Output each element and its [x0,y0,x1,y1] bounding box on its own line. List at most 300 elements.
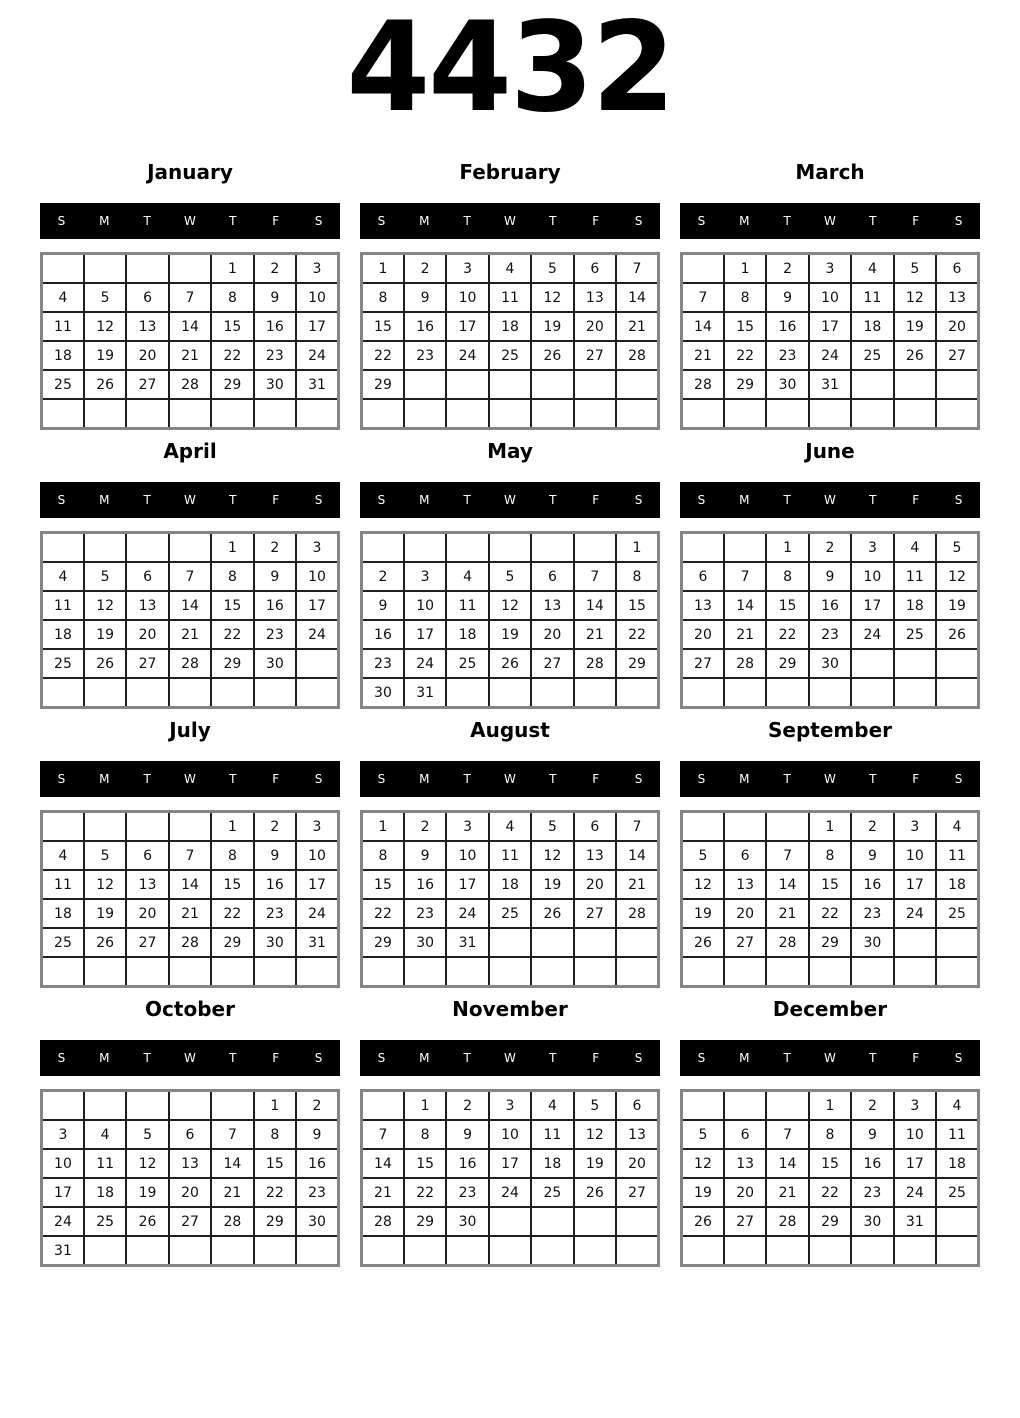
day-cell: 7 [211,1120,253,1149]
day-cell: 18 [84,1178,126,1207]
day-cell: 12 [84,312,126,341]
week-row [682,1236,979,1266]
day-cell [851,649,893,678]
day-cell: 8 [616,562,658,591]
day-cell: 16 [446,1149,488,1178]
day-cell: 12 [126,1149,168,1178]
day-cell [169,254,211,284]
day-cell [851,399,893,429]
day-cell: 2 [404,812,446,842]
week-row [42,870,339,899]
day-cell: 2 [851,812,893,842]
day-cell: 29 [404,1207,446,1236]
day-cell: 22 [809,1178,851,1207]
day-cell: 21 [169,899,211,928]
weekday-label: S [697,772,706,786]
day-cell [724,1091,766,1121]
day-cell: 3 [809,254,851,284]
day-cell: 21 [362,1178,404,1207]
day-cell: 15 [809,1149,851,1178]
day-cell: 31 [296,370,338,399]
day-cell: 18 [531,1149,573,1178]
day-cell [766,812,808,842]
weekday-label: W [504,772,516,786]
day-cell [574,957,616,987]
day-cell: 7 [169,283,211,312]
month-title: November [452,997,568,1021]
week-row [42,1120,339,1149]
day-cell: 30 [254,370,296,399]
day-cell [126,399,168,429]
day-cell [169,957,211,987]
weekday-header-bar [360,203,660,239]
week-row [362,899,659,928]
weekday-label: F [272,772,280,786]
day-cell [489,399,531,429]
day-cell: 26 [489,649,531,678]
day-cell: 27 [724,928,766,957]
day-cell: 14 [616,841,658,870]
day-cell: 8 [724,283,766,312]
day-cell [682,254,724,284]
day-cell: 20 [616,1149,658,1178]
week-row [682,283,979,312]
week-row [682,841,979,870]
day-cell [936,928,978,957]
day-cell [84,533,126,563]
day-cell [404,370,446,399]
day-cell: 30 [254,928,296,957]
day-cell: 5 [682,1120,724,1149]
day-cell: 29 [362,370,404,399]
week-row [362,620,659,649]
day-cell: 27 [126,649,168,678]
month-title: March [795,160,865,184]
day-cell [724,1236,766,1266]
day-cell: 22 [404,1178,446,1207]
days-grid [360,1089,660,1267]
day-cell: 29 [211,928,253,957]
day-cell [296,678,338,708]
day-cell: 11 [851,283,893,312]
day-cell: 23 [404,341,446,370]
day-cell [42,957,84,987]
day-cell [42,1091,84,1121]
day-cell: 24 [894,1178,936,1207]
day-cell [936,678,978,708]
day-cell: 6 [531,562,573,591]
week-row [42,841,339,870]
weekday-label: W [824,772,836,786]
day-cell: 8 [254,1120,296,1149]
weekday-label: T [143,772,151,786]
day-cell: 27 [169,1207,211,1236]
week-row [362,312,659,341]
year-title: 4432 [346,0,674,140]
weekday-header-bar [40,1040,340,1076]
day-cell: 14 [169,312,211,341]
week-row [42,1236,339,1266]
day-cell [894,370,936,399]
week-row [362,812,659,842]
day-cell [126,1091,168,1121]
weekday-label: W [504,493,516,507]
day-cell [616,957,658,987]
weekday-label: M [99,214,110,228]
day-cell [211,1091,253,1121]
day-cell: 21 [682,341,724,370]
day-cell: 13 [616,1120,658,1149]
day-cell: 28 [616,899,658,928]
weekday-label: W [824,214,836,228]
day-cell: 21 [724,620,766,649]
day-cell [531,533,573,563]
day-cell [531,1207,573,1236]
day-cell: 9 [254,283,296,312]
days-grid [680,531,980,709]
day-cell [126,533,168,563]
day-cell: 3 [894,812,936,842]
day-cell: 11 [42,870,84,899]
day-cell: 11 [84,1149,126,1178]
weekday-label: F [592,772,600,786]
day-cell: 21 [169,341,211,370]
weekday-label: T [143,1051,151,1065]
day-cell: 8 [211,841,253,870]
day-cell [126,254,168,284]
day-cell: 1 [616,533,658,563]
month-july [40,718,340,988]
day-cell [574,370,616,399]
week-row [42,312,339,341]
weekday-label: M [99,493,110,507]
month-october [40,997,340,1267]
day-cell: 5 [489,562,531,591]
day-cell: 30 [851,1207,893,1236]
weekday-label: W [504,1051,516,1065]
day-cell: 1 [362,812,404,842]
weekday-label: M [739,772,750,786]
weekday-label: T [229,1051,237,1065]
weekday-label: S [314,772,323,786]
day-cell: 30 [404,928,446,957]
day-cell: 20 [574,870,616,899]
day-cell [446,399,488,429]
day-cell [84,254,126,284]
weekday-label: T [783,493,791,507]
weekday-label: S [314,214,323,228]
weekday-label: T [463,493,471,507]
day-cell: 5 [84,562,126,591]
day-cell: 1 [211,812,253,842]
day-cell: 25 [489,899,531,928]
day-cell: 29 [809,928,851,957]
day-cell [446,678,488,708]
day-cell: 5 [126,1120,168,1149]
week-row [362,870,659,899]
weekday-label: M [739,493,750,507]
week-row [362,1207,659,1236]
day-cell: 23 [254,620,296,649]
day-cell: 10 [296,841,338,870]
day-cell: 11 [894,562,936,591]
day-cell [616,678,658,708]
day-cell: 16 [404,870,446,899]
day-cell [42,812,84,842]
day-cell: 23 [851,1178,893,1207]
day-cell: 17 [42,1178,84,1207]
day-cell [404,1236,446,1266]
day-cell [126,1236,168,1266]
day-cell: 6 [169,1120,211,1149]
day-cell: 26 [84,649,126,678]
week-row [682,341,979,370]
day-cell [682,399,724,429]
day-cell: 6 [616,1091,658,1121]
day-cell: 9 [404,283,446,312]
day-cell: 15 [362,312,404,341]
day-cell: 10 [894,1120,936,1149]
weekday-label: T [229,493,237,507]
day-cell: 11 [531,1120,573,1149]
day-cell [531,928,573,957]
day-cell: 12 [682,870,724,899]
month-november [360,997,660,1267]
day-cell: 15 [724,312,766,341]
day-cell: 20 [936,312,978,341]
week-row [362,533,659,563]
day-cell: 25 [851,341,893,370]
day-cell: 20 [724,899,766,928]
day-cell: 10 [489,1120,531,1149]
day-cell: 29 [211,649,253,678]
day-cell: 22 [211,341,253,370]
weekday-label: M [419,493,430,507]
day-cell: 6 [126,562,168,591]
day-cell: 19 [84,899,126,928]
day-cell: 13 [531,591,573,620]
day-cell: 5 [574,1091,616,1121]
day-cell [531,957,573,987]
day-cell: 26 [84,928,126,957]
week-row [682,399,979,429]
day-cell: 17 [809,312,851,341]
day-cell: 28 [574,649,616,678]
days-grid [680,1089,980,1267]
day-cell: 27 [531,649,573,678]
day-cell: 6 [126,283,168,312]
weekday-label: S [57,1051,66,1065]
weekday-label: S [954,772,963,786]
day-cell: 12 [682,1149,724,1178]
day-cell: 29 [809,1207,851,1236]
week-row [42,533,339,563]
weekday-header-bar [40,482,340,518]
day-cell: 9 [254,841,296,870]
day-cell: 28 [169,370,211,399]
weekday-label: S [377,493,386,507]
day-cell: 18 [894,591,936,620]
weekday-label: M [99,1051,110,1065]
day-cell: 3 [489,1091,531,1121]
day-cell [894,1236,936,1266]
day-cell [574,1236,616,1266]
day-cell: 25 [42,649,84,678]
day-cell: 21 [616,312,658,341]
month-january [40,160,340,430]
day-cell: 4 [42,562,84,591]
day-cell: 25 [894,620,936,649]
day-cell: 21 [766,1178,808,1207]
week-row [682,312,979,341]
day-cell: 4 [489,254,531,284]
day-cell: 8 [211,562,253,591]
day-cell: 29 [724,370,766,399]
day-cell [766,1236,808,1266]
day-cell: 13 [574,841,616,870]
day-cell [936,1207,978,1236]
day-cell [682,678,724,708]
day-cell: 7 [682,283,724,312]
week-row [682,1207,979,1236]
day-cell: 3 [446,254,488,284]
day-cell [936,1236,978,1266]
day-cell: 30 [766,370,808,399]
week-row [42,928,339,957]
day-cell: 27 [724,1207,766,1236]
day-cell: 2 [766,254,808,284]
day-cell: 24 [296,341,338,370]
day-cell [362,533,404,563]
day-cell: 5 [84,283,126,312]
day-cell [574,533,616,563]
day-cell: 22 [362,341,404,370]
day-cell: 1 [766,533,808,563]
weekday-label: S [954,493,963,507]
day-cell [724,812,766,842]
month-title: February [459,160,561,184]
day-cell [489,1236,531,1266]
weekday-label: T [143,493,151,507]
day-cell [362,399,404,429]
weekday-label: T [783,214,791,228]
day-cell: 29 [766,649,808,678]
day-cell: 21 [574,620,616,649]
day-cell: 2 [446,1091,488,1121]
day-cell [531,399,573,429]
day-cell: 24 [296,620,338,649]
week-row [362,928,659,957]
week-row [682,591,979,620]
weekday-label: T [869,1051,877,1065]
day-cell: 20 [574,312,616,341]
day-cell: 2 [404,254,446,284]
weekday-label: F [272,493,280,507]
day-cell: 22 [211,620,253,649]
day-cell: 28 [211,1207,253,1236]
day-cell: 16 [851,870,893,899]
days-grid [680,252,980,430]
day-cell [362,1091,404,1121]
month-june [680,439,980,709]
day-cell [682,812,724,842]
day-cell: 19 [894,312,936,341]
day-cell: 7 [362,1120,404,1149]
months-grid [40,160,980,1267]
day-cell: 26 [126,1207,168,1236]
weekday-header-bar [360,761,660,797]
day-cell: 27 [616,1178,658,1207]
day-cell: 7 [766,1120,808,1149]
weekday-label: F [592,214,600,228]
day-cell: 7 [169,562,211,591]
week-row [362,841,659,870]
day-cell: 10 [42,1149,84,1178]
day-cell: 30 [851,928,893,957]
day-cell: 11 [446,591,488,620]
day-cell [211,678,253,708]
weekday-label: T [869,493,877,507]
day-cell: 21 [766,899,808,928]
day-cell: 31 [809,370,851,399]
day-cell: 19 [84,341,126,370]
day-cell: 7 [574,562,616,591]
day-cell: 23 [362,649,404,678]
day-cell: 12 [936,562,978,591]
weekday-label: S [634,214,643,228]
day-cell [936,957,978,987]
day-cell: 4 [84,1120,126,1149]
weekday-label: T [463,214,471,228]
day-cell: 14 [766,870,808,899]
day-cell: 13 [169,1149,211,1178]
day-cell: 26 [894,341,936,370]
day-cell: 3 [296,254,338,284]
day-cell: 1 [724,254,766,284]
day-cell [169,533,211,563]
day-cell: 20 [126,620,168,649]
day-cell: 26 [531,341,573,370]
week-row [42,899,339,928]
days-grid [40,810,340,988]
day-cell: 28 [724,649,766,678]
day-cell: 5 [936,533,978,563]
day-cell: 1 [404,1091,446,1121]
day-cell [574,399,616,429]
week-row [362,1178,659,1207]
day-cell: 23 [254,899,296,928]
day-cell: 11 [936,841,978,870]
day-cell [489,1207,531,1236]
weekday-label: W [184,772,196,786]
week-row [682,620,979,649]
day-cell: 28 [362,1207,404,1236]
weekday-label: S [697,1051,706,1065]
weekday-label: S [57,493,66,507]
day-cell: 30 [254,649,296,678]
day-cell: 18 [489,312,531,341]
day-cell: 16 [254,870,296,899]
week-row [362,1149,659,1178]
week-row [42,283,339,312]
day-cell [42,254,84,284]
day-cell [404,533,446,563]
day-cell: 8 [211,283,253,312]
month-title: August [470,718,550,742]
day-cell: 23 [851,899,893,928]
days-grid [360,810,660,988]
day-cell: 4 [936,812,978,842]
